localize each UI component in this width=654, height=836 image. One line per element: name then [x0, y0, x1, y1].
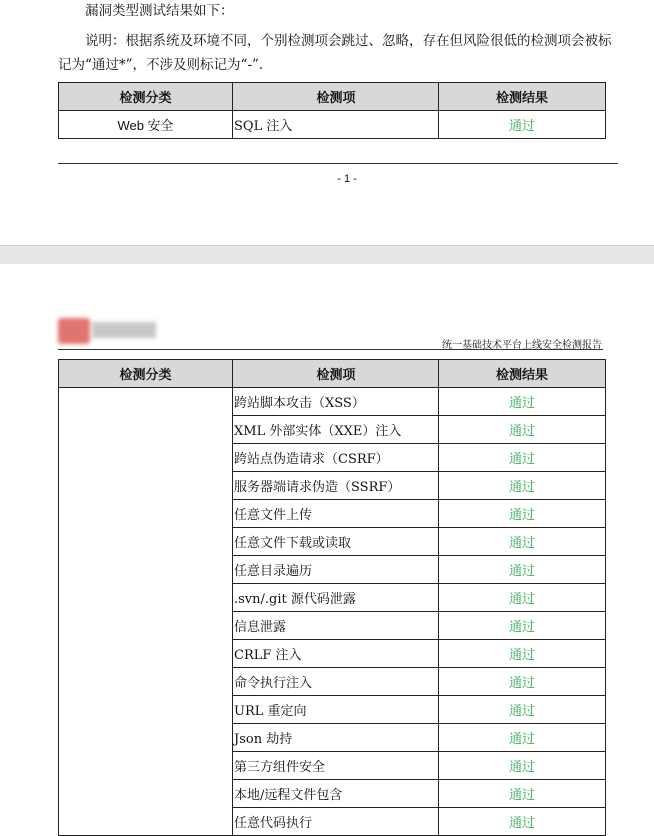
document-page-2: [0, 264, 654, 834]
table-row: [59, 388, 606, 416]
row-item: 任意文件下载或读取: [233, 528, 439, 556]
row-result: 通过: [439, 528, 606, 556]
row-category-merged: [59, 388, 233, 836]
page-number: - 1 -: [337, 173, 357, 185]
row-item: 本地/远程文件包含: [233, 780, 439, 808]
row-item: 第三方组件安全: [233, 752, 439, 780]
table-body: [59, 388, 606, 836]
row-result: 通过: [439, 500, 606, 528]
header-result: 检测结果: [439, 360, 606, 388]
row-result: 通过: [439, 612, 606, 640]
page-header-title: 统一基础技术平台上线安全检测报告: [442, 340, 602, 351]
row-result: 通过: [439, 472, 606, 500]
row-item: 任意文件上传: [233, 500, 439, 528]
header-category: 检测分类: [59, 83, 233, 111]
table-header-row: [59, 83, 606, 111]
header-divider: [58, 349, 603, 350]
row-item: 信息泄露: [233, 612, 439, 640]
row-result: 通过: [439, 780, 606, 808]
page-separator: [0, 245, 654, 265]
row-result: 通过: [439, 584, 606, 612]
row-item: 服务器端请求伪造（SSRF）: [233, 472, 439, 500]
company-logo: [58, 318, 158, 346]
row-result: 通过: [439, 808, 606, 836]
row-result: 通过: [439, 111, 606, 139]
row-result: 通过: [439, 668, 606, 696]
row-result: 通过: [439, 752, 606, 780]
row-category: Web 安全: [59, 111, 233, 139]
row-item: XML 外部实体（XXE）注入: [233, 416, 439, 444]
header-item: 检测项: [233, 360, 439, 388]
row-result: 通过: [439, 444, 606, 472]
intro-text: 漏洞类型测试结果如下：: [85, 3, 234, 19]
row-item: 跨站脚本攻击（XSS）: [233, 388, 439, 416]
row-item: 任意代码执行: [233, 808, 439, 836]
row-item: 命令执行注入: [233, 668, 439, 696]
row-item: 任意目录遍历: [233, 556, 439, 584]
row-result: 通过: [439, 640, 606, 668]
header-item: 检测项: [233, 83, 439, 111]
results-table-page2: [58, 359, 606, 836]
note-text: 说明：根据系统及环境不同，个别检测项会跳过、忽略，存在但风险很低的检测项会被标记为“通过*”，不涉及则标记为“-”．: [58, 33, 612, 73]
row-result: 通过: [439, 724, 606, 752]
table-row: [59, 111, 606, 139]
row-result: 通过: [439, 556, 606, 584]
header-result: 检测结果: [439, 83, 606, 111]
document-page-1: [0, 0, 654, 245]
table-header-row: [59, 360, 606, 388]
logo-wordmark: [92, 322, 156, 338]
row-item: Json 劫持: [233, 724, 439, 752]
row-item: URL 重定向: [233, 696, 439, 724]
row-result: 通过: [439, 388, 606, 416]
row-result: 通过: [439, 416, 606, 444]
row-item: .svn/.git 源代码泄露: [233, 584, 439, 612]
results-table-page1: [58, 82, 606, 139]
row-item: 跨站点伪造请求（CSRF）: [233, 444, 439, 472]
header-category: 检测分类: [59, 360, 233, 388]
footer-divider: [58, 163, 618, 164]
logo-mark-icon: [58, 318, 90, 344]
row-result: 通过: [439, 696, 606, 724]
row-item: CRLF 注入: [233, 640, 439, 668]
row-item: SQL 注入: [233, 111, 439, 139]
